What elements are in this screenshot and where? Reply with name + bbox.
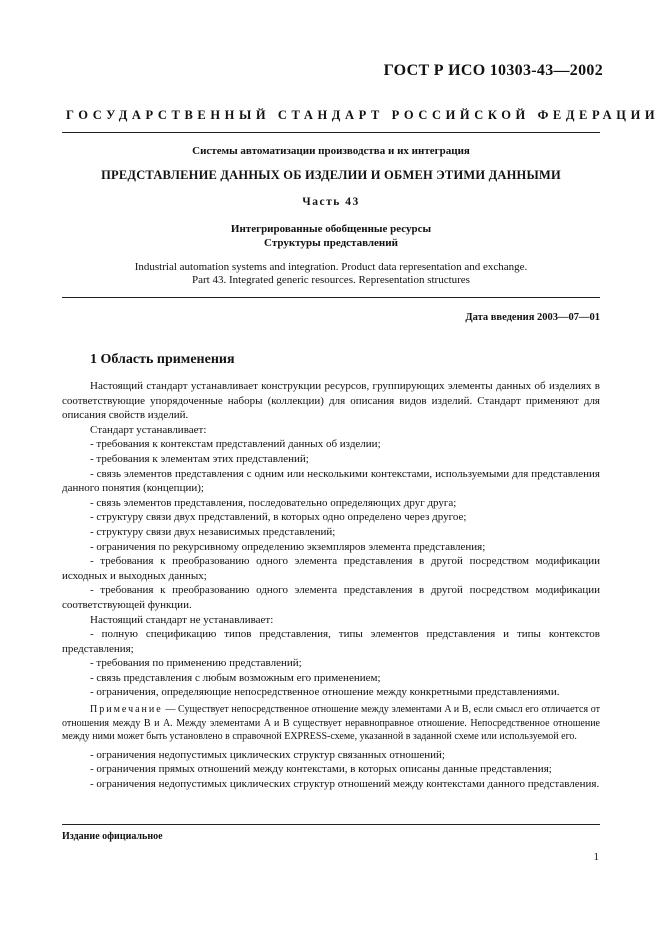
english-title-line-2: Part 43. Integrated generic resources. Representation structures [192,274,470,286]
list-item: - структуру связи двух независимых представлений; [90,525,336,538]
list-item: - ограничения недопустимых циклических структур отношений между контекстами данного представления. [90,778,600,791]
list-item: - требования к преобразованию одного элемента представления в другой посредством модификации исходных и выходных данных; [62,555,600,582]
subtitle-line-1: Интегрированные обобщенные ресурсы [230,223,432,235]
list-item: - ограничения прямых отношений между контекстами, в которых описаны данные представления; [90,763,552,776]
main-title: ПРЕДСТАВЛЕНИЕ ДАННЫХ ОБ ИЗДЕЛИИ И ОБМЕН ЭТИМИ ДАННЫМИ [101,168,561,182]
note-label: Примечание [90,704,163,716]
footer-rule [62,824,600,825]
subtitle-line-2: Структуры представлений [264,237,398,249]
list-item: - ограничения недопустимых циклических структур связанных отношений; [90,748,445,761]
list-item: - ограничения, определяющие непосредственное отношение между конкретными представлениями. [90,686,560,699]
list-item: - требования по применению представлений; [90,657,302,670]
list-item: - требования к преобразованию одного элемента представления в другой посредством модификации соответствующей функции. [62,584,600,611]
section-heading: 1 Область применения [90,352,235,367]
list-item: - требования к контекстам представлений данных об изделии; [90,438,381,451]
title-rule [62,297,600,298]
page-number: 1 [593,851,599,863]
list-item: - полную спецификацию типов представления, типы элементов представления и типы контекстов представления; [62,628,600,655]
introduction-date: Дата введения 2003—07—01 [465,312,600,323]
edition-label: Издание официальное [62,831,163,842]
part-title: Часть 43 [302,196,360,208]
note [62,703,600,744]
list-item: - ограничения по рекурсивному определению экземпляров элемента представления; [90,540,486,553]
not-establishes-lead: Настоящий стандарт не устанавливает: [90,613,274,626]
series-title: Системы автоматизации производства и их интеграция [192,145,470,157]
list-item: - требования к элементам этих представлений; [90,452,309,465]
list-item: - связь представления с любым возможным его применением; [90,671,381,684]
top-rule [62,132,600,133]
establishes-lead: Стандарт устанавливает: [90,423,207,436]
list-item: - структуру связи двух представлений, в которых одно определено через другое; [90,511,467,524]
standard-code: ГОСТ Р ИСО 10303-43—2002 [383,62,603,79]
intro-paragraph: Настоящий стандарт устанавливает конструкции ресурсов, группирующих элементы данных об изделиях в соответствующие упорядоченные наборы (коллекции) для описания видов изделий. Стандарт применяют для описания свойств изделий. [62,380,600,422]
section-body [62,379,600,792]
subtitle [62,222,600,250]
list-item: - связь элементов представления с одним или несколькими контекстами, используемыми для представления данного понятия (концепции); [62,467,600,495]
list-item: - связь элементов представления, последовательно определяющих друг друга; [90,496,457,509]
state-standard-heading: ГОСУДАРСТВЕННЫЙ СТАНДАРТ РОССИЙСКОЙ ФЕДЕРАЦИИ [66,108,660,122]
note-text: — Существует непосредственное отношение между элементами A и B, если смысл его отличается от отношения между B и A. Между элементами A и B существует неравноправное отношение. Непосредственное отношение между ними может быть установлено в справочной EXPRESS-схеме, указанной в заданной схеме или используемой его. [62,704,601,743]
english-title-line-1: Industrial automation systems and integration. Product data representation and exchange. [134,261,528,273]
english-title [62,261,600,287]
